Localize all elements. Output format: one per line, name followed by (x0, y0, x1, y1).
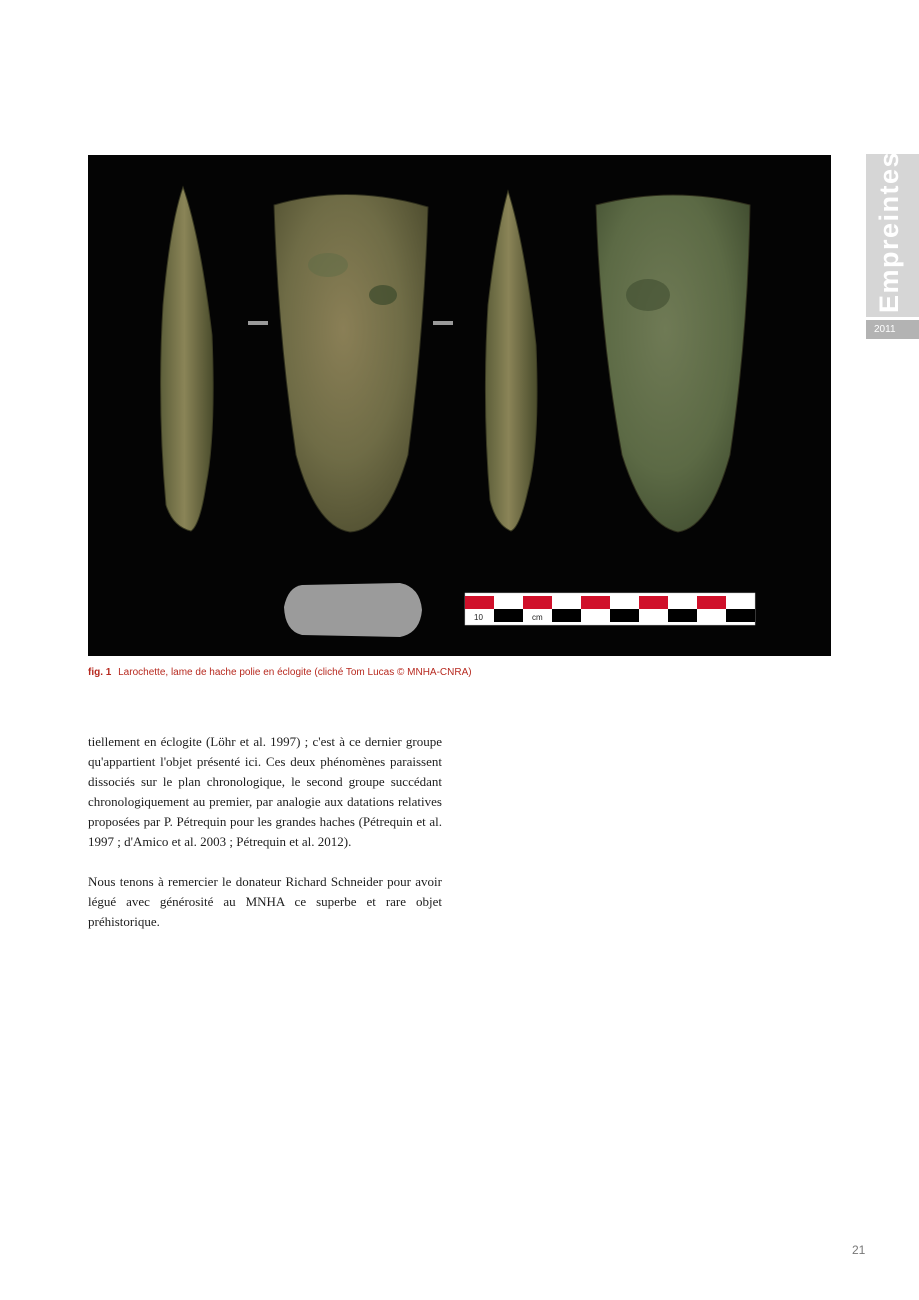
axe-cross-section (284, 583, 422, 637)
axe-face-view-front (274, 194, 428, 532)
figure-photo (88, 155, 831, 656)
scale-unit-label: cm (532, 613, 543, 622)
body-text (88, 732, 442, 952)
section-tab-label: Empreintes (874, 150, 904, 313)
axe-side-view-left (161, 187, 214, 531)
section-year: 2011 (866, 320, 919, 339)
section-marker-left (248, 321, 268, 325)
paragraph-2: Nous tenons à remercier le donateur Richard Schneider pour avoir légué avec générosité au MNHA ce superbe et rare objet préhistorique. (88, 874, 442, 929)
figure-caption-text: Larochette, lame de hache polie en éclogite (cliché Tom Lucas © MNHA-CNRA) (118, 667, 472, 678)
scale-tick-label: 10 (474, 613, 483, 622)
paragraph-1: tiellement en éclogite (Löhr et al. 1997) ; c'est à ce dernier groupe qu'appartient l'objet présenté ici. Ces deux phénomènes paraissent dissociés sur le plan chronologique, le second groupe succédant chronologiquement au premier, par analogie aux datations relatives proposées par P. Pétrequin pour les grandes haches (Pétrequin et al. 1997 ; d'Amico et al. 2003 ; Pétrequin et al. 2012). (88, 734, 442, 849)
section-tab (866, 150, 919, 317)
page-number: 21 (852, 1243, 866, 1257)
section-marker-right (433, 321, 453, 325)
axe-face-view-back (596, 195, 750, 532)
axe-side-view-right (485, 191, 537, 531)
figure-label: fig. 1 (88, 667, 112, 678)
scale-bar (465, 593, 755, 625)
figure-caption (88, 667, 648, 678)
